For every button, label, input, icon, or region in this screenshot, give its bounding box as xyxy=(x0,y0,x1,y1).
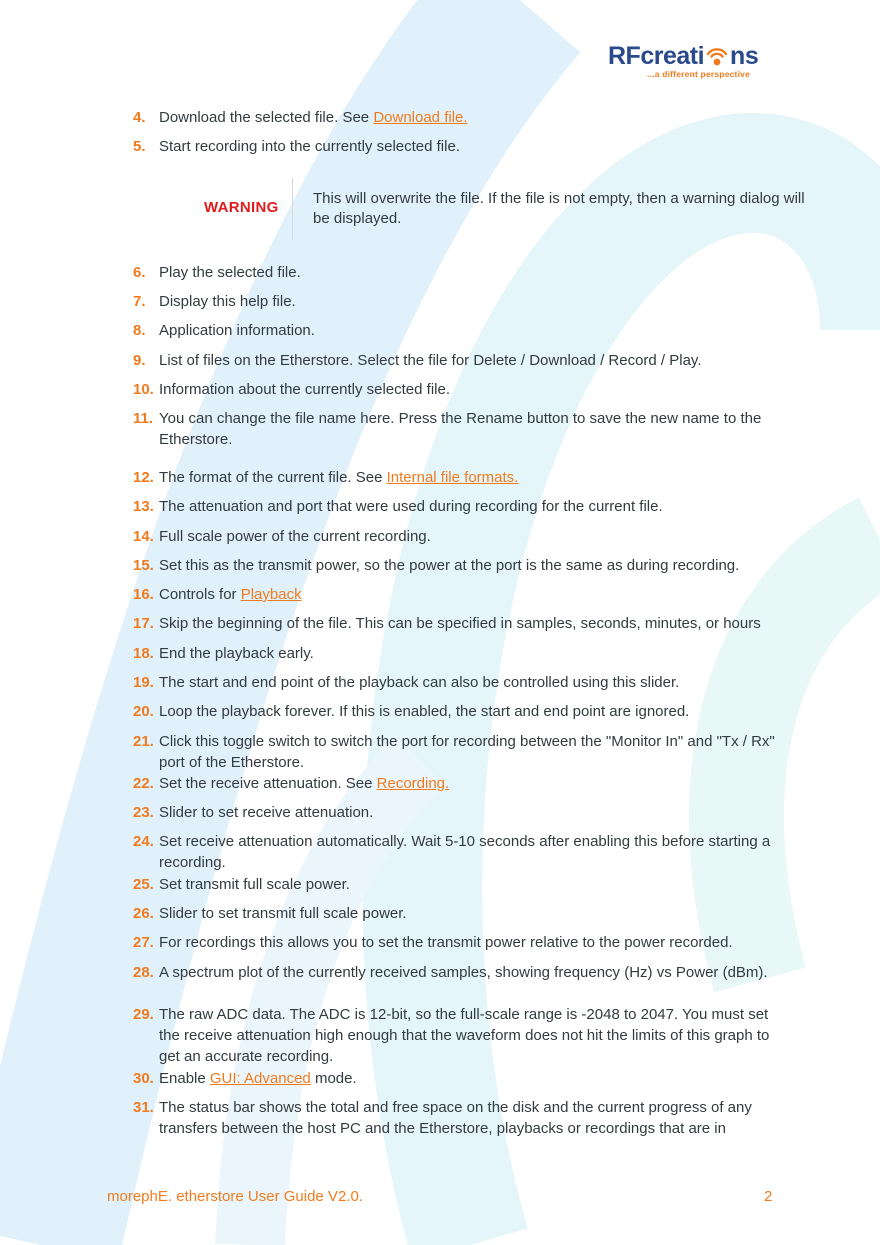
list-item xyxy=(133,643,783,664)
list-item xyxy=(133,613,783,634)
list-item xyxy=(133,291,783,312)
list-item-number: 5. xyxy=(133,138,146,155)
list-item xyxy=(133,526,783,547)
logo-text-right: ns xyxy=(730,42,759,70)
list-item-number: 29. xyxy=(133,1006,154,1023)
rfcreations-logo xyxy=(608,38,758,82)
list-item-number: 4. xyxy=(133,109,146,126)
list-item-text-prefix: The format of the current file. See xyxy=(159,469,387,486)
warning-divider xyxy=(292,178,293,240)
list-item-text: Play the selected file. xyxy=(159,264,301,281)
list-item-text: End the playback early. xyxy=(159,645,314,662)
list-item xyxy=(133,731,783,773)
list-item xyxy=(133,831,783,873)
list-item-number: 6. xyxy=(133,264,146,281)
list-item xyxy=(133,584,783,605)
list-item xyxy=(133,932,783,953)
list-item-text xyxy=(159,467,783,488)
cross-reference-link[interactable]: Download file. xyxy=(373,109,468,126)
logo-text-left: RFcreati xyxy=(608,42,705,70)
list-item-number: 8. xyxy=(133,322,146,339)
list-item-text: List of files on the Etherstore. Select the file for Delete / Download / Record / Play. xyxy=(159,352,702,369)
list-item xyxy=(133,701,783,722)
list-item-text xyxy=(159,584,783,605)
list-item-text: Loop the playback forever. If this is enabled, the start and end point are ignored. xyxy=(159,703,690,720)
list-item xyxy=(133,672,783,693)
list-item xyxy=(133,773,783,794)
list-item-text: Click this toggle switch to switch the port for recording between the "Monitor In" and "Tx / Rx" port of the Etherstore. xyxy=(159,733,775,771)
cross-reference-link[interactable]: GUI: Advanced xyxy=(209,1070,311,1087)
cross-reference-link[interactable]: Internal file formats. xyxy=(386,469,519,486)
warning-text: This will overwrite the file. If the file is not empty, then a warning dialog will be displayed. xyxy=(313,190,805,227)
list-item-number: 11. xyxy=(133,410,154,427)
list-item-number: 19. xyxy=(133,674,154,691)
list-item xyxy=(133,1097,783,1139)
list-item-number: 25. xyxy=(133,876,154,893)
list-item-text-prefix: Controls for xyxy=(159,586,241,603)
list-item xyxy=(133,136,783,157)
list-item-number: 31. xyxy=(133,1099,154,1116)
list-item-number: 13. xyxy=(133,498,154,515)
list-item-text-suffix: mode. xyxy=(310,1070,357,1087)
list-item-text: Set this as the transmit power, so the power at the port is the same as during recording. xyxy=(159,557,740,574)
logo-tagline: ...a different perspective xyxy=(647,69,750,79)
list-item-text: For recordings this allows you to set the transmit power relative to the power recorded. xyxy=(159,934,733,951)
list-item xyxy=(133,496,783,517)
list-item xyxy=(133,555,783,576)
list-item-number: 20. xyxy=(133,703,154,720)
list-item-text xyxy=(159,773,783,794)
list-item-text xyxy=(159,1068,783,1089)
list-item-text xyxy=(159,107,783,128)
list-item-text: A spectrum plot of the currently received samples, showing frequency (Hz) vs Power (dBm). xyxy=(159,964,768,981)
list-item-text-prefix: Enable xyxy=(159,1070,210,1087)
list-item xyxy=(133,320,783,341)
list-item-number: 24. xyxy=(133,833,154,850)
list-item-number: 18. xyxy=(133,645,154,662)
list-item-number: 12. xyxy=(133,469,154,486)
list-item-number: 23. xyxy=(133,804,154,821)
list-item xyxy=(133,874,783,895)
list-item-number: 16. xyxy=(133,586,154,603)
list-item xyxy=(133,350,783,371)
footer-document-title: morephE. etherstore User Guide V2.0. xyxy=(107,1188,363,1205)
list-item-text-prefix: Download the selected file. See xyxy=(159,109,374,126)
list-item-text: Skip the beginning of the file. This can be specified in samples, seconds, minutes, or hours xyxy=(159,615,761,632)
list-item-number: 27. xyxy=(133,934,154,951)
wifi-signal-icon xyxy=(704,42,730,68)
list-item-text: The status bar shows the total and free space on the disk and the current progress of any transfers between the host PC and the Etherstore, playbacks or recordings that are in xyxy=(159,1099,752,1137)
list-item-text: The attenuation and port that were used during recording for the current file. xyxy=(159,498,663,515)
list-item xyxy=(133,467,783,488)
list-item-number: 22. xyxy=(133,775,154,792)
list-item-text: Set receive attenuation automatically. Wait 5-10 seconds after enabling this before starting a recording. xyxy=(159,833,771,871)
list-item-text: The raw ADC data. The ADC is 12-bit, so the full-scale range is -2048 to 2047. You must set the receive attenuation high enough that the waveform does not hit the limits of this graph to get an accurate recording. xyxy=(159,1006,770,1065)
list-item-number: 15. xyxy=(133,557,154,574)
list-item-number: 10. xyxy=(133,381,154,398)
list-item-number: 21. xyxy=(133,733,154,750)
list-item-text-prefix: Set the receive attenuation. See xyxy=(159,775,377,792)
list-item xyxy=(133,379,783,400)
cross-reference-link[interactable]: Playback xyxy=(240,586,302,603)
list-item-number: 7. xyxy=(133,293,146,310)
list-item-text: The start and end point of the playback can also be controlled using this slider. xyxy=(159,674,680,691)
list-item xyxy=(133,1068,783,1089)
list-item xyxy=(133,107,783,128)
list-item-number: 26. xyxy=(133,905,154,922)
list-item-text: Full scale power of the current recording. xyxy=(159,528,431,545)
cross-reference-link[interactable]: Recording. xyxy=(376,775,450,792)
list-item-text: You can change the file name here. Press the Rename button to save the new name to the Etherstore. xyxy=(159,410,762,448)
list-item-text: Slider to set receive attenuation. xyxy=(159,804,374,821)
list-item xyxy=(133,262,783,283)
list-item-number: 30. xyxy=(133,1070,154,1087)
list-item-number: 28. xyxy=(133,964,154,981)
list-item xyxy=(133,903,783,924)
list-item xyxy=(133,802,783,823)
list-item-text: Information about the currently selected file. xyxy=(159,381,450,398)
list-item-text: Application information. xyxy=(159,322,315,339)
list-item xyxy=(133,962,783,983)
list-item-text: Display this help file. xyxy=(159,293,296,310)
warning-label: WARNING xyxy=(204,199,279,216)
list-item xyxy=(133,1004,783,1067)
list-item-text: Slider to set transmit full scale power. xyxy=(159,905,407,922)
list-item-number: 17. xyxy=(133,615,154,632)
list-item-number: 14. xyxy=(133,528,154,545)
list-item xyxy=(133,408,783,450)
footer-page-number: 2 xyxy=(764,1188,773,1205)
list-item-number: 9. xyxy=(133,352,146,369)
list-item-text: Set transmit full scale power. xyxy=(159,876,350,893)
list-item-text: Start recording into the currently selected file. xyxy=(159,138,460,155)
